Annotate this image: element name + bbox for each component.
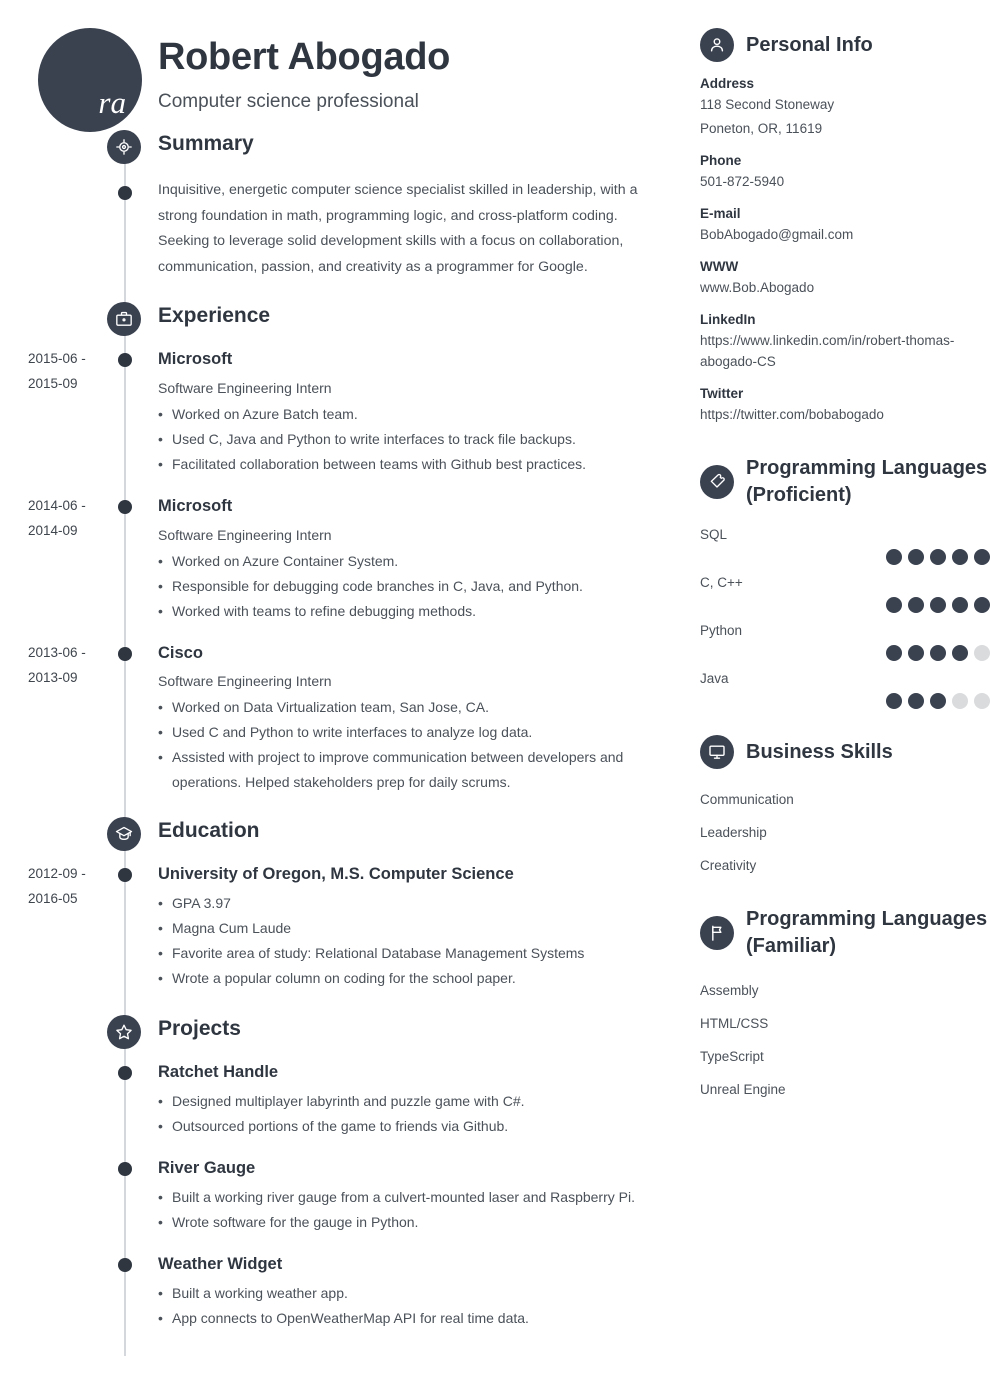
target-icon: [107, 130, 141, 164]
skill-row: [700, 571, 990, 613]
rating-dot: [886, 693, 902, 709]
monitor-icon: [700, 735, 734, 769]
timeline-dot: [118, 647, 132, 661]
rating-dot: [974, 645, 990, 661]
bullet-item: • Magna Cum Laude: [158, 916, 676, 941]
languages-proficient-header: [700, 455, 990, 509]
entry-bullets: [158, 1089, 676, 1139]
headline: Computer science professional: [158, 91, 419, 112]
rating-dot: [952, 693, 968, 709]
experience-header: [0, 302, 690, 346]
resume-header: [0, 0, 690, 130]
entry-date-from: 2015-06 -: [28, 351, 86, 366]
languages-familiar-header: [700, 906, 990, 960]
entry-date-from: 2013-06 -: [28, 644, 86, 660]
section-summary: [0, 130, 690, 280]
summary-title: Summary: [158, 132, 254, 155]
entry-date: [28, 861, 112, 911]
entry-date-from: 2014-06 -: [28, 497, 86, 513]
languages-familiar-title: Programming Languages (Familiar): [746, 908, 988, 957]
languages-proficient-title: Programming Languages (Proficient): [746, 457, 988, 506]
entry-date-to: 2014-09: [28, 522, 78, 538]
bullet-item: • Worked with teams to refine debugging methods.: [158, 599, 676, 624]
timeline-dot: [118, 1162, 132, 1176]
rating-dot: [908, 693, 924, 709]
star-icon: [107, 1015, 141, 1049]
entry-date-to: 2016-05: [28, 891, 78, 907]
section-projects: [0, 1015, 690, 1330]
skill-row: [700, 667, 990, 709]
bullet-item: • Worked on Azure Container System.: [158, 549, 676, 574]
personal-info-section: [700, 28, 990, 425]
puzzle-piece-icon: [700, 465, 734, 499]
entry-projects: [0, 1159, 690, 1235]
page-title: Robert Abogado: [158, 36, 451, 78]
projects-header: [0, 1015, 690, 1059]
business-skills-section: [700, 735, 990, 882]
entry-date-to: 2015-09: [28, 376, 78, 391]
briefcase-icon: [107, 302, 141, 336]
timeline-dot: [118, 500, 132, 514]
timeline-dot: [118, 353, 132, 367]
skill-rating: [700, 597, 990, 613]
bullet-item: • Used C, Java and Python to write interfaces to track file backups.: [158, 427, 676, 452]
timeline-dot: [118, 1258, 132, 1272]
rating-dot: [974, 549, 990, 565]
rating-dot: [930, 645, 946, 661]
entry-title: Cisco: [158, 643, 203, 662]
entry-date: [28, 346, 112, 396]
bullet-item: • Assisted with project to improve communication between developers and operations. Helped stakeholders prep for daily scrums.: [158, 745, 676, 795]
entry-experience: [0, 497, 690, 624]
entry-title: Microsoft: [158, 496, 233, 515]
section-education: [0, 817, 690, 991]
business-skills-title: Business Skills: [746, 740, 893, 763]
entry-bullets: [158, 1281, 676, 1331]
avatar: [38, 28, 142, 132]
info-label: Phone: [700, 153, 742, 168]
projects-title: Projects: [158, 1017, 241, 1041]
business-skill-item: Creativity: [700, 858, 757, 873]
education-header: [0, 817, 690, 861]
personal-info-fields: [700, 76, 990, 425]
rating-dot: [908, 597, 924, 613]
entry-projects: [0, 1063, 690, 1139]
info-label: Twitter: [700, 386, 744, 401]
business-skills-header: [700, 735, 990, 769]
rating-dot: [886, 549, 902, 565]
entry-bullets: [158, 1185, 676, 1235]
entry-bullets: [158, 891, 676, 991]
experience-title: Experience: [158, 304, 271, 327]
bullet-item: • Facilitated collaboration between teams with Github best practices.: [158, 452, 676, 477]
avatar-monogram: ra: [98, 85, 126, 120]
timeline-dot: [118, 868, 132, 882]
entry-date: [28, 493, 112, 543]
bullet-item: • App connects to OpenWeatherMap API for real time data.: [158, 1306, 676, 1331]
entry-bullets: [158, 549, 676, 624]
rating-dot: [886, 597, 902, 613]
bullet-item: • Built a working weather app.: [158, 1281, 676, 1306]
rating-dot: [886, 645, 902, 661]
languages-familiar-section: [700, 906, 990, 1106]
timeline-dot: [118, 1066, 132, 1080]
section-experience: [0, 302, 690, 795]
info-value: www.Bob.Abogado: [700, 280, 815, 295]
summary-header: [0, 130, 690, 174]
info-label: WWW: [700, 259, 739, 274]
rating-dot: [930, 549, 946, 565]
skill-row: [700, 523, 990, 565]
info-label: LinkedIn: [700, 312, 756, 327]
entry-title: Weather Widget: [158, 1254, 283, 1273]
info-label: Address: [700, 76, 755, 91]
bullet-item: • Built a working river gauge from a culvert-mounted laser and Raspberry Pi.: [158, 1185, 676, 1210]
rating-dot: [952, 645, 968, 661]
rating-dot: [930, 597, 946, 613]
summary-text: Inquisitive, energetic computer science specialist skilled in leadership, with a strong foundation in math, programming logic, and cross-platform coding. Seeking to leverage solid development skills with a focus on collaboration, communication, passion, and creativity as a programmer for Google.: [158, 182, 638, 275]
business-skill-item: Communication: [700, 792, 794, 807]
info-value: 501-872-5940: [700, 174, 785, 189]
skill-name: Python: [700, 623, 743, 638]
familiar-language-item: HTML/CSS: [700, 1016, 769, 1031]
familiar-language-item: Unreal Engine: [700, 1082, 786, 1097]
entry-date-to: 2013-09: [28, 669, 78, 685]
entry-projects: [0, 1255, 690, 1331]
info-value: Poneton, OR, 11619: [700, 121, 823, 136]
flag-icon: [700, 916, 734, 950]
rating-dot: [930, 693, 946, 709]
left-sections: [0, 130, 690, 1331]
bullet-item: • Favorite area of study: Relational Database Management Systems: [158, 941, 676, 966]
bullet-item: • Outsourced portions of the game to friends via Github.: [158, 1114, 676, 1139]
familiar-language-item: TypeScript: [700, 1049, 764, 1064]
entry-experience: [0, 644, 690, 796]
graduation-cap-icon: [107, 817, 141, 851]
entry-subtitle: Software Engineering Intern: [158, 526, 332, 543]
right-column: [700, 0, 990, 1110]
entry-title: University of Oregon, M.S. Computer Science: [158, 865, 514, 884]
bullet-item: • Responsible for debugging code branches in C, Java, and Python.: [158, 574, 676, 599]
bullet-item: • Wrote software for the gauge in Python.: [158, 1210, 676, 1235]
entry-subtitle: Software Engineering Intern: [158, 673, 332, 690]
bullet-item: • Designed multiplayer labyrinth and puzzle game with C#.: [158, 1089, 676, 1114]
entry-bullets: [158, 695, 676, 795]
entry-experience: [0, 350, 690, 477]
summary-entry: [0, 178, 690, 280]
personal-info-header: [700, 28, 990, 62]
info-value: BobAbogado@gmail.com: [700, 227, 854, 242]
rating-dot: [908, 549, 924, 565]
entry-date: [28, 640, 112, 690]
bullet-item: • GPA 3.97: [158, 891, 676, 916]
entry-title: Ratchet Handle: [158, 1063, 279, 1082]
business-skills-list: [700, 783, 990, 882]
bullet-item: • Used C and Python to write interfaces to analyze log data.: [158, 720, 676, 745]
entry-education: [0, 865, 690, 991]
education-title: Education: [158, 819, 260, 843]
info-value: 118 Second Stoneway: [700, 97, 835, 112]
entry-title: Microsoft: [158, 350, 233, 368]
skill-name: C, C++: [700, 575, 743, 590]
skill-rating: [700, 645, 990, 661]
languages-proficient-section: [700, 455, 990, 709]
skill-rating: [700, 549, 990, 565]
rating-dot: [952, 549, 968, 565]
skill-name: Java: [700, 671, 729, 686]
skill-name: SQL: [700, 527, 728, 542]
person-icon: [700, 28, 734, 62]
entry-bullets: [158, 402, 676, 477]
info-label: E-mail: [700, 206, 741, 221]
timeline-dot: [118, 186, 132, 200]
languages-familiar-list: [700, 974, 990, 1106]
skill-row: [700, 619, 990, 661]
entry-date-from: 2012-09 -: [28, 866, 86, 882]
rating-dot: [974, 693, 990, 709]
info-value: https://www.linkedin.com/in/robert-thomas-abogado-CS: [700, 333, 955, 369]
rating-dot: [952, 597, 968, 613]
rating-dot: [974, 597, 990, 613]
bullet-item: • Worked on Azure Batch team.: [158, 402, 676, 427]
familiar-language-item: Assembly: [700, 983, 759, 998]
bullet-item: • Worked on Data Virtualization team, San Jose, CA.: [158, 695, 676, 720]
business-skill-item: Leadership: [700, 825, 767, 840]
entry-title: River Gauge: [158, 1158, 256, 1177]
personal-info-title: Personal Info: [746, 33, 873, 56]
languages-proficient-list: [700, 523, 990, 709]
entry-subtitle: Software Engineering Intern: [158, 379, 332, 396]
bullet-item: • Wrote a popular column on coding for the school paper.: [158, 966, 676, 991]
info-value: https://twitter.com/bobabogado: [700, 407, 884, 422]
skill-rating: [700, 693, 990, 709]
rating-dot: [908, 645, 924, 661]
